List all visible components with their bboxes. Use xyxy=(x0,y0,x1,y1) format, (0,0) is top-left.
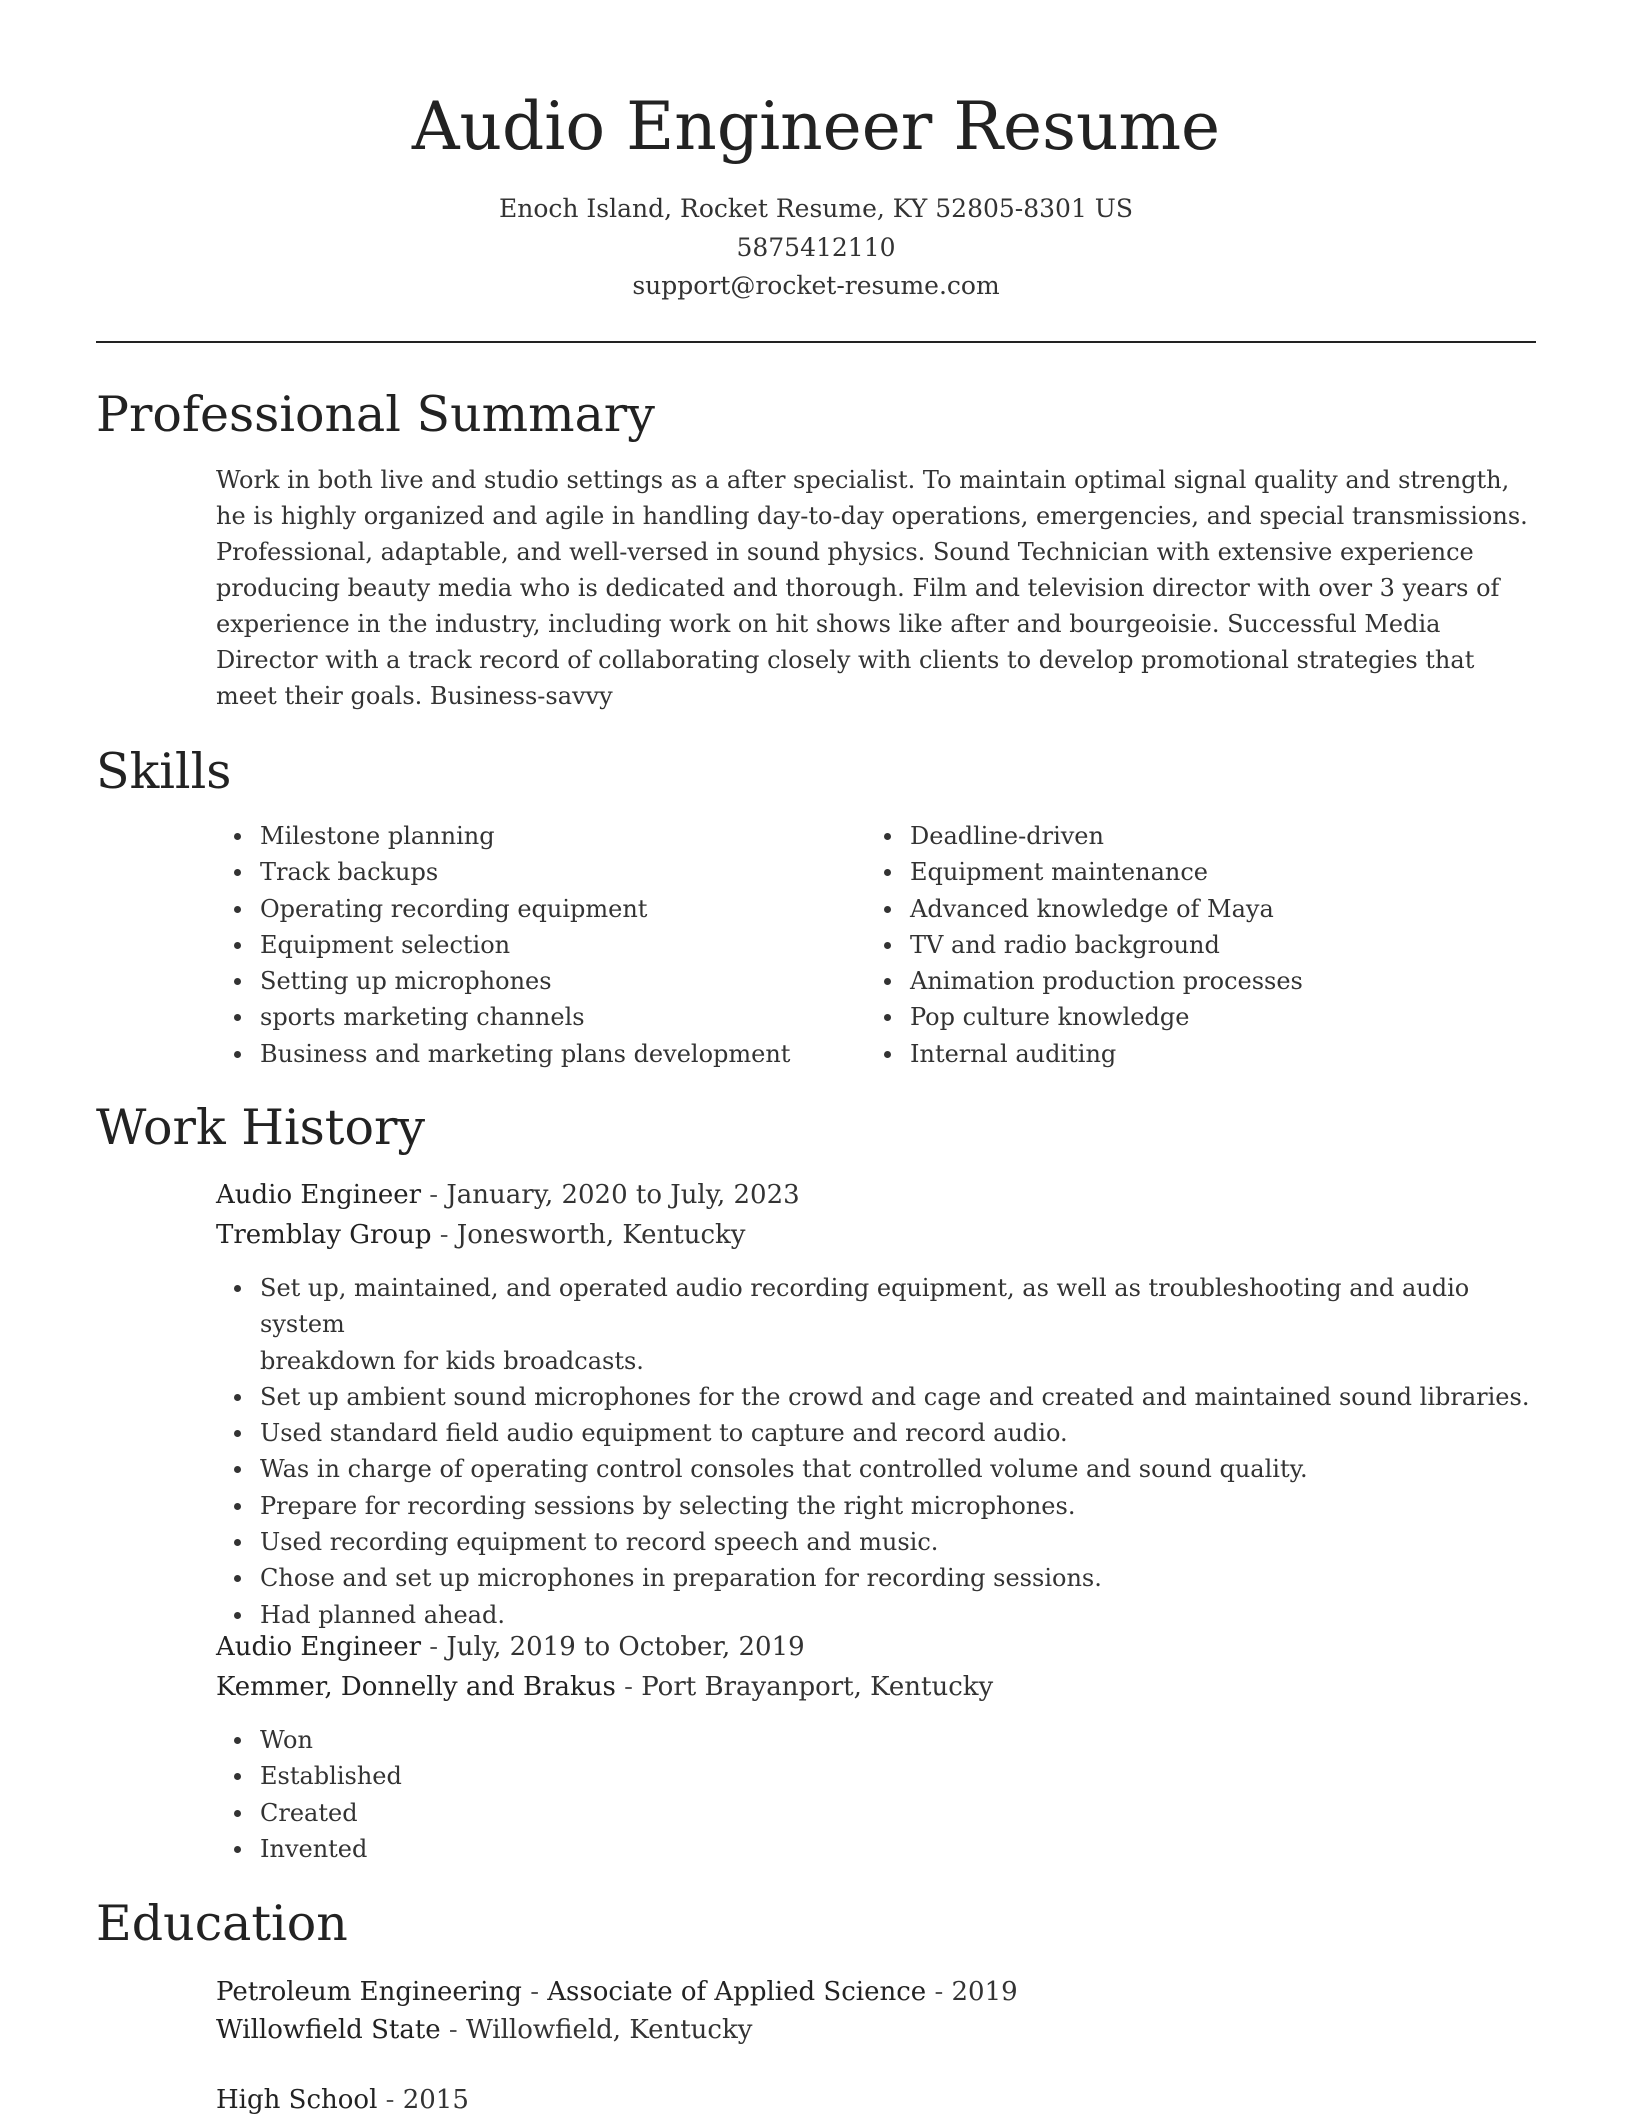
job-position: Audio Engineer xyxy=(216,1632,422,1662)
job-company: Kemmer, Donnelly and Brakus xyxy=(216,1672,616,1702)
job-company-line xyxy=(216,1667,993,1707)
list-item: Track backups xyxy=(216,854,836,890)
separator: - xyxy=(421,1180,447,1210)
section-title-summary: Professional Summary xyxy=(96,386,655,443)
list-item: Used standard field audio equipment to capture and record audio. xyxy=(216,1415,1546,1451)
resume-title: Audio Engineer Resume xyxy=(411,88,1221,165)
skills-list-right xyxy=(866,818,1526,1072)
job-position: Audio Engineer xyxy=(216,1180,422,1210)
education-degree-line xyxy=(216,2080,469,2120)
list-item: Animation production processes xyxy=(866,963,1526,999)
list-item: Equipment maintenance xyxy=(866,854,1526,890)
list-item xyxy=(216,1270,1546,1379)
separator: - xyxy=(431,1220,457,1250)
education-school-line xyxy=(216,2010,752,2050)
job-company-line xyxy=(216,1215,745,1255)
job-location: Jonesworth, Kentucky xyxy=(456,1220,746,1250)
job-company: Tremblay Group xyxy=(216,1220,432,1250)
education-year: 2019 xyxy=(951,1977,1018,2007)
education-location: Willowfield, Kentucky xyxy=(466,2015,753,2045)
list-item: Operating recording equipment xyxy=(216,891,836,927)
separator: - xyxy=(926,1977,952,2007)
education-degree: Associate of Applied Science xyxy=(547,1977,927,2007)
section-title-skills: Skills xyxy=(96,743,232,800)
list-item: Created xyxy=(216,1795,816,1831)
education-school: Willowfield State xyxy=(216,2015,441,2045)
separator: - xyxy=(421,1632,447,1662)
list-item: TV and radio background xyxy=(866,927,1526,963)
list-item: Internal auditing xyxy=(866,1036,1526,1072)
list-item: Pop culture knowledge xyxy=(866,999,1526,1035)
skills-list-left xyxy=(216,818,836,1072)
job-bullets xyxy=(216,1270,1546,1633)
list-item: Chose and set up microphones in preparation for recording sessions. xyxy=(216,1560,1546,1596)
section-title-work-history: Work History xyxy=(96,1099,426,1156)
list-item: Prepare for recording sessions by selecting the right microphones. xyxy=(216,1488,1546,1524)
separator: - xyxy=(377,2085,403,2115)
job-location: Port Brayanport, Kentucky xyxy=(641,1672,994,1702)
list-item: Set up ambient sound microphones for the crowd and cage and created and maintained sound libraries. xyxy=(216,1379,1546,1415)
header-divider xyxy=(96,341,1536,343)
bullet-text-continued: breakdown for kids broadcasts. xyxy=(260,1346,644,1375)
job-bullets xyxy=(216,1722,816,1867)
list-item: Used recording equipment to record speech and music. xyxy=(216,1524,1546,1560)
job-dates: January, 2020 to July, 2023 xyxy=(446,1180,800,1210)
education-degree-line xyxy=(216,1972,1018,2012)
separator: - xyxy=(615,1672,642,1702)
list-item: Business and marketing plans development xyxy=(216,1036,836,1072)
list-item: Was in charge of operating control consoles that controlled volume and sound quality. xyxy=(216,1451,1546,1487)
list-item: sports marketing channels xyxy=(216,999,836,1035)
job-title-line xyxy=(216,1175,800,1215)
list-item: Had planned ahead. xyxy=(216,1597,1546,1633)
list-item: Milestone planning xyxy=(216,818,836,854)
list-item: Invented xyxy=(216,1831,816,1867)
education-field: High School xyxy=(216,2085,378,2115)
list-item: Equipment selection xyxy=(216,927,836,963)
list-item: Won xyxy=(216,1722,816,1758)
education-field: Petroleum Engineering xyxy=(216,1977,522,2007)
job-title-line xyxy=(216,1627,805,1667)
summary-text: Work in both live and studio settings as a after specialist. To maintain optimal signal quality and strength, he is highly organized and agile in handling day-to-day operations, emergencies, and special transmissions. Professional, adaptable, and well-versed in sound physics. Sound Technician with extensive experience producing beauty media who is dedicated and thorough. Film and television director with over 3 years of experience in the industry, including work on hit shows like after and bourgeoisie. Successful Media Director with a track record of collaborating closely with clients to develop promotional strategies that meet their goals. Business-savvy xyxy=(216,466,1528,710)
list-item: Deadline-driven xyxy=(866,818,1526,854)
contact-address: Enoch Island, Rocket Resume, KY 52805-8301 US xyxy=(498,194,1133,223)
contact-email: support@rocket-resume.com xyxy=(632,271,1000,300)
contact-phone: 5875412110 xyxy=(736,233,896,262)
list-item: Setting up microphones xyxy=(216,963,836,999)
list-item: Established xyxy=(216,1758,816,1794)
bullet-text: Set up, maintained, and operated audio recording equipment, as well as troubleshooting and audio system xyxy=(260,1274,1470,1339)
separator: - xyxy=(521,1977,548,2007)
education-year: 2015 xyxy=(402,2085,469,2115)
separator: - xyxy=(440,2015,466,2045)
list-item: Advanced knowledge of Maya xyxy=(866,891,1526,927)
job-dates: July, 2019 to October, 2019 xyxy=(446,1632,805,1662)
section-title-education: Education xyxy=(96,1895,348,1952)
